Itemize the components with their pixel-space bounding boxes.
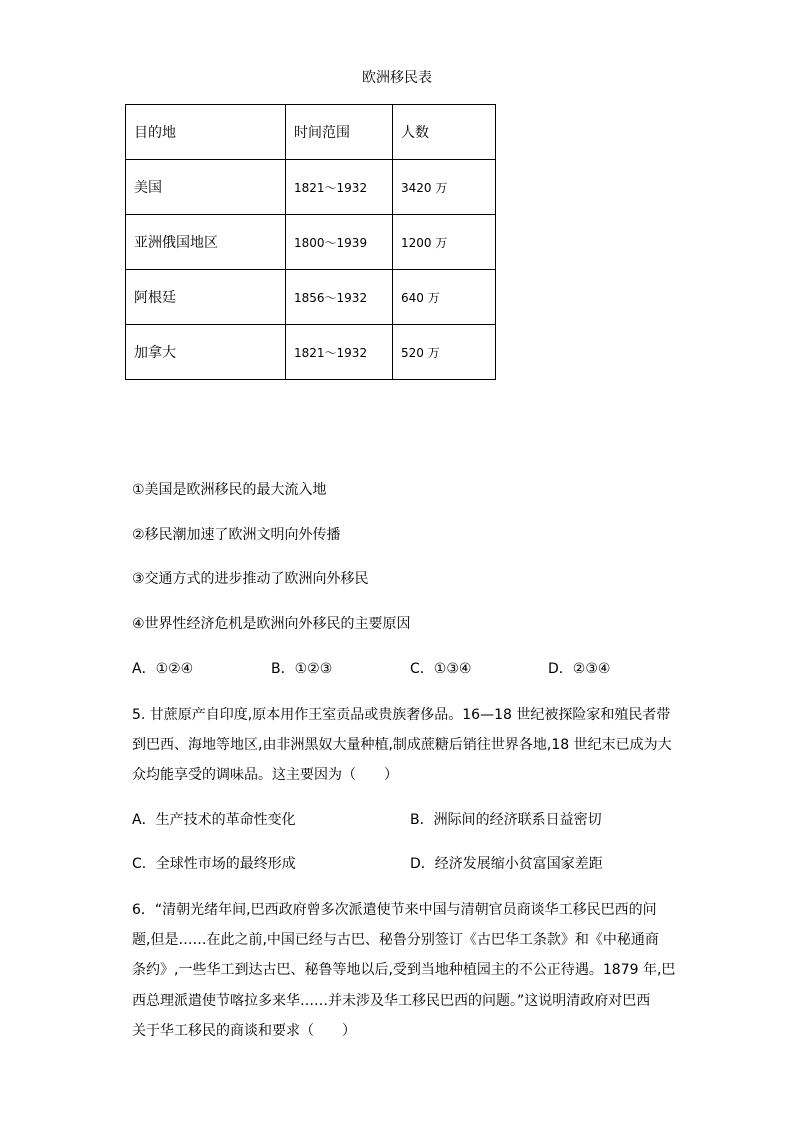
q6-text-line: 题,但是……在此之前,中国已经与古巴、秘鲁分别签订《古巴华工条款》和《中秘通商 bbox=[132, 932, 659, 948]
cell-time-range: 1821～1932 bbox=[286, 325, 393, 380]
q4-statement-2: ②移民潮加速了欧洲文明向外传播 bbox=[132, 527, 341, 543]
table-header-row bbox=[126, 105, 496, 160]
q5-text-line: 到巴西、海地等地区,由非洲黑奴大量种植,制成蔗糖后销往世界各地,18 世纪末已成为大 bbox=[132, 737, 672, 753]
table-row bbox=[126, 160, 496, 215]
q5-text-line: 5. 甘蔗原产自印度,原本用作王室贡品或贵族奢侈品。16—18 世纪被探险家和殖民者带 bbox=[132, 707, 671, 723]
q4-statement-1: ①美国是欧洲移民的最大流入地 bbox=[132, 482, 327, 498]
cell-population: 3420 万 bbox=[393, 160, 496, 215]
q5-text-line: 众均能享受的调味品。这主要因为（ ） bbox=[132, 767, 398, 783]
migration-table bbox=[125, 104, 496, 380]
cell-population: 1200 万 bbox=[393, 215, 496, 270]
q5-option-d[interactable]: D．经济发展缩小贫富国家差距 bbox=[410, 856, 603, 872]
cell-destination: 阿根廷 bbox=[126, 270, 286, 325]
q6-text-line: 西总理派遣使节喀拉多来华……并未涉及华工移民巴西的问题。”这说明清政府对巴西 bbox=[132, 993, 651, 1009]
q4-option-b[interactable]: B．①②③ bbox=[271, 661, 333, 677]
cell-time-range: 1821～1932 bbox=[286, 160, 393, 215]
q4-statement-3: ③交通方式的进步推动了欧洲向外移民 bbox=[132, 571, 369, 587]
table-row bbox=[126, 215, 496, 270]
q5-option-b[interactable]: B．洲际间的经济联系日益密切 bbox=[410, 812, 602, 828]
cell-population: 640 万 bbox=[393, 270, 496, 325]
q6-text-line: 条约》,一些华工到达古巴、秘鲁等地以后,受到当地种植园主的不公正待遇。1879 年,巴 bbox=[132, 962, 676, 978]
cell-time-range: 1800～1939 bbox=[286, 215, 393, 270]
q4-statement-4: ④世界性经济危机是欧洲向外移民的主要原因 bbox=[132, 616, 411, 632]
header-destination: 目的地 bbox=[126, 105, 286, 160]
q6-text-line: 关于华工移民的商谈和要求（ ） bbox=[132, 1023, 356, 1039]
cell-destination: 亚洲俄国地区 bbox=[126, 215, 286, 270]
table-row bbox=[126, 270, 496, 325]
q5-option-c[interactable]: C．全球性市场的最终形成 bbox=[132, 856, 296, 872]
q4-option-d[interactable]: D．②③④ bbox=[548, 661, 611, 677]
table-title: 欧洲移民表 bbox=[362, 70, 432, 86]
q4-option-a[interactable]: A．①②④ bbox=[132, 661, 194, 677]
cell-time-range: 1856～1932 bbox=[286, 270, 393, 325]
q6-text-line: 6．“清朝光绪年间,巴西政府曾多次派遣使节来中国与清朝官员商谈华工移民巴西的问 bbox=[132, 902, 657, 918]
table-row bbox=[126, 325, 496, 380]
cell-population: 520 万 bbox=[393, 325, 496, 380]
header-population: 人数 bbox=[393, 105, 496, 160]
cell-destination: 美国 bbox=[126, 160, 286, 215]
cell-destination: 加拿大 bbox=[126, 325, 286, 380]
q4-option-c[interactable]: C．①③④ bbox=[410, 661, 472, 677]
header-time-range: 时间范围 bbox=[286, 105, 393, 160]
q5-option-a[interactable]: A．生产技术的革命性变化 bbox=[132, 812, 296, 828]
